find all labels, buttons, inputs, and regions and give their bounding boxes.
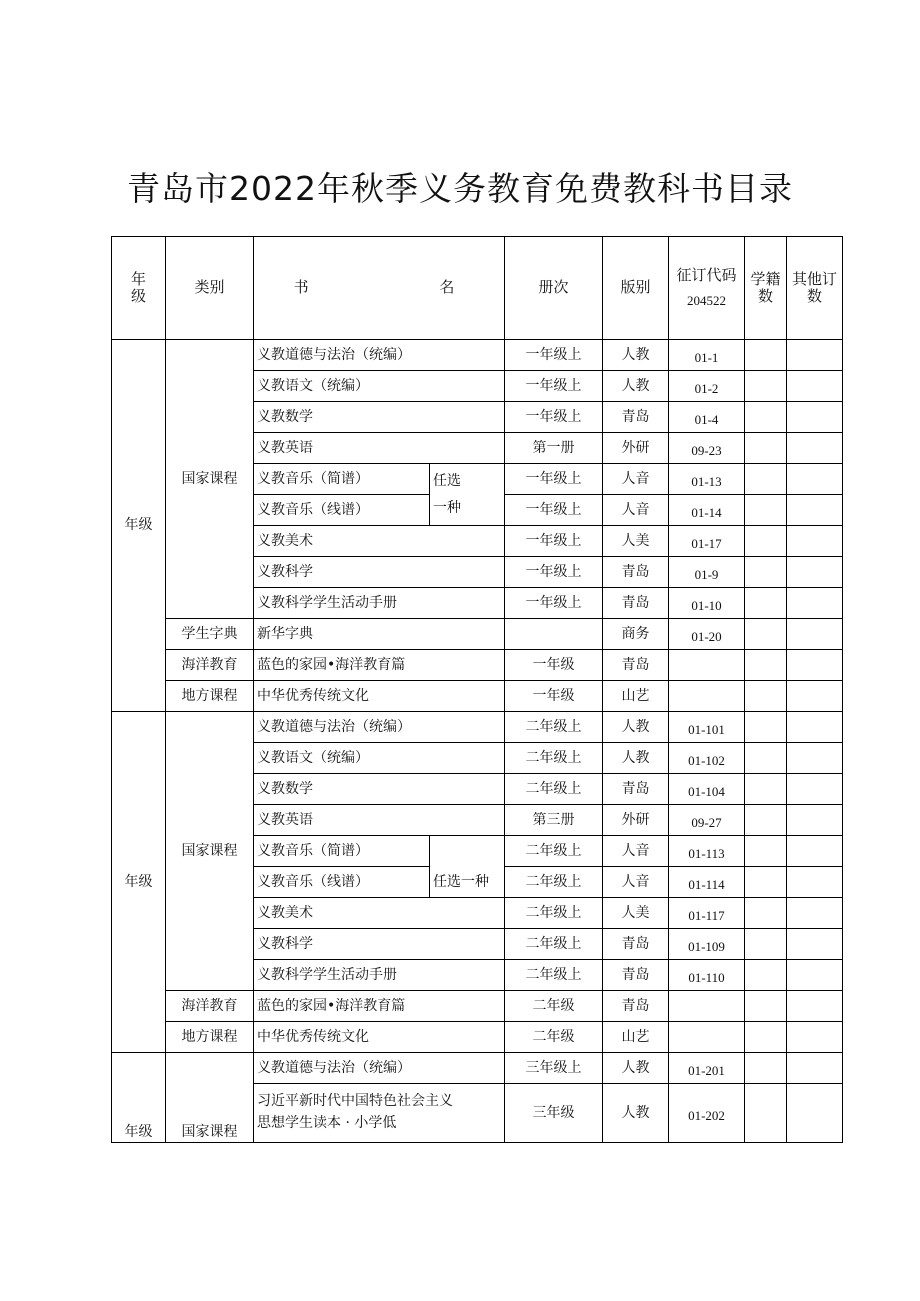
table-row: 义教语文（统编） 二年级上 人教 01-102 — [112, 743, 843, 774]
grade2-choose-one: 任选一种 — [430, 836, 505, 898]
table-row: 年级 国家课程 义教道德与法治（统编） 一年级上 人教 01-1 — [112, 340, 843, 371]
grade3-label: 年级 — [112, 1053, 166, 1143]
table-row: 义教科学学生活动手册 二年级上 青岛 01-110 — [112, 960, 843, 991]
header-volume: 册次 — [505, 237, 603, 340]
header-grade: 年 级 — [112, 237, 166, 340]
header-book-right: 名 — [439, 278, 455, 297]
header-student-count: 学籍 数 — [745, 237, 787, 340]
header-edition: 版别 — [603, 237, 669, 340]
table-row: 义教音乐（简谱） 任选一种 二年级上 人音 01-113 — [112, 836, 843, 867]
grade2-label: 年级 — [112, 712, 166, 1053]
table-row: 海洋教育 蓝色的家园•海洋教育篇 一年级 青岛 — [112, 650, 843, 681]
table-row: 义教数学 二年级上 青岛 01-104 — [112, 774, 843, 805]
textbook-table — [111, 236, 843, 1143]
header-code — [669, 237, 745, 340]
table-row: 义教语文（统编） 一年级上 人教 01-2 — [112, 371, 843, 402]
table-row: 义教音乐（线谱） 二年级上 人音 01-114 — [112, 867, 843, 898]
header-code-number: 204522 — [687, 292, 726, 308]
grade2-national-category: 国家课程 — [166, 712, 254, 991]
grade1-choose-one: 任选 一种 — [430, 464, 505, 526]
table-row: 年级 国家课程 义教道德与法治（统编） 三年级上 人教 01-201 — [112, 1053, 843, 1084]
grade1-national-category: 国家课程 — [166, 340, 254, 619]
table-header-row — [112, 237, 843, 340]
page-title: 青岛市2022年秋季义务教育免费教科书目录 — [127, 169, 793, 208]
header-code-label: 征订代码 — [676, 266, 737, 285]
table-row: 义教英语 第一册 外研 09-23 — [112, 433, 843, 464]
table-row: 义教数学 一年级上 青岛 01-4 — [112, 402, 843, 433]
header-book-left: 书 — [293, 278, 309, 297]
table-row: 义教音乐（简谱） 任选 一种 一年级上 人音 01-13 — [112, 464, 843, 495]
table-row: 义教科学学生活动手册 一年级上 青岛 01-10 — [112, 588, 843, 619]
table-row: 习近平新时代中国特色社会主义 思想学生读本 · 小学低 三年级 人教 01-202 — [112, 1084, 843, 1143]
table-row: 学生字典 新华字典 商务 01-20 — [112, 619, 843, 650]
table-row: 地方课程 中华优秀传统文化 一年级 山艺 — [112, 681, 843, 712]
table-row: 年级 国家课程 义教道德与法治（统编） 二年级上 人教 01-101 — [112, 712, 843, 743]
table-row: 地方课程 中华优秀传统文化 二年级 山艺 — [112, 1022, 843, 1053]
header-book — [254, 237, 505, 340]
table-row: 义教科学 一年级上 青岛 01-9 — [112, 557, 843, 588]
table-row: 义教美术 一年级上 人美 01-17 — [112, 526, 843, 557]
table-row: 义教英语 第三册 外研 09-27 — [112, 805, 843, 836]
table-row: 义教科学 二年级上 青岛 01-109 — [112, 929, 843, 960]
table-row: 义教音乐（线谱） 一年级上 人音 01-14 — [112, 495, 843, 526]
table-row: 海洋教育 蓝色的家园•海洋教育篇 二年级 青岛 — [112, 991, 843, 1022]
header-category: 类别 — [166, 237, 254, 340]
table-row: 义教美术 二年级上 人美 01-117 — [112, 898, 843, 929]
grade1-label: 年级 — [112, 340, 166, 712]
header-other-count: 其他订 数 — [787, 237, 843, 340]
grade3-national-category: 国家课程 — [166, 1053, 254, 1143]
